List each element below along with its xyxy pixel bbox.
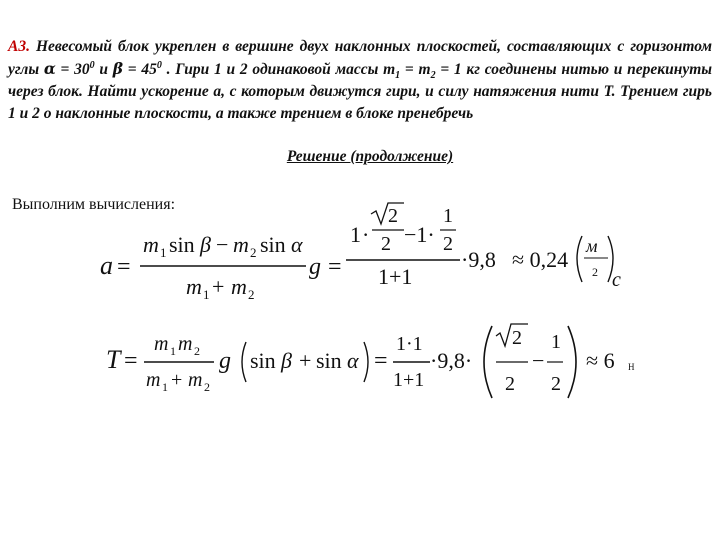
formula-a-eq2: = — [328, 254, 342, 280]
formula-T-num-sub1: 1 — [170, 344, 176, 358]
formula-a-num-beta: β — [200, 232, 211, 257]
problem-label: А3. — [8, 38, 30, 55]
formula-T-num-sub2: 2 — [194, 344, 200, 358]
formula-a-den-sub1: 1 — [203, 287, 210, 302]
formula-T-plus: + — [299, 348, 312, 373]
formula-a-dot: · — [362, 222, 370, 247]
formula-T-eq: = — [124, 348, 138, 374]
unit-denominator: с — [612, 269, 621, 291]
degree-mark: 0 — [89, 59, 95, 71]
problem-text-part1: Невесомый блок укреплен в вершине двух наклонных плоскостей, составляющих с горизонтом углы — [8, 38, 712, 78]
formula-T-sin1: sin — [250, 348, 276, 373]
formula-a-num-m2: m — [233, 232, 249, 257]
formula-T-times: ·9,8· — [430, 348, 473, 373]
formula-T-den-m1: m — [146, 369, 161, 391]
formula-tension — [0, 318, 720, 408]
formula-a-approx: ≈ 0,24 — [512, 247, 569, 272]
formula-a-num-minus: − — [216, 232, 229, 257]
formula-T-left-paren — [242, 342, 246, 382]
formula-a-den-sub2: 2 — [248, 287, 255, 302]
formula-a-num-alpha: α — [291, 232, 303, 257]
formula-T-den-sub2: 2 — [204, 380, 210, 394]
mass-2-var: m — [418, 61, 431, 78]
formula-T-alpha: α — [347, 348, 359, 373]
formula-a-one: 1 — [350, 222, 361, 247]
formula-T-big-right-paren — [568, 326, 576, 398]
mass-2-sub: 2 — [430, 70, 436, 82]
alpha-value: = 30 — [60, 61, 90, 78]
formula-a-num-sub2: 2 — [250, 245, 257, 260]
formula-T-beta: β — [281, 348, 292, 373]
formula-T-den-m2: m — [188, 369, 203, 391]
formula-a-den-sum: 1+1 — [378, 264, 413, 289]
mass-1-sub: 1 — [395, 70, 401, 82]
formula-a-den-plus: + — [212, 274, 225, 299]
formula-a-num-sin1: sin — [169, 232, 195, 257]
unit-left-paren — [577, 236, 582, 282]
formula-T-num-m1: m — [154, 333, 169, 355]
problem-statement — [8, 36, 712, 125]
formula-T-right-paren — [364, 342, 368, 382]
formula-T-eq2: = — [374, 348, 388, 374]
formula-T-den-plus: + — [171, 369, 183, 391]
intro-text: Выполним вычисления: — [12, 196, 176, 213]
formula-a-times: ·9,8 — [461, 247, 496, 272]
formula-T-lhs: T — [106, 345, 121, 374]
problem-text-part3: соединены нитью и перекинуты через блок. Найти ускорение a, с которым движутся гири, и силу натяжения нити T. Трением гирь 1 и 2 о наклонные плоскости, а также трением в блоке пренебречь — [8, 61, 713, 122]
degree-mark-2: 0 — [156, 59, 162, 71]
formula-a-half-num: 1 — [443, 205, 453, 227]
beta-symbol: β — [112, 59, 124, 78]
formula-a-g: g — [309, 254, 321, 280]
formula-a-den-m1: m — [186, 274, 202, 299]
formula-T-big-left-paren — [484, 326, 492, 398]
alpha-symbol: α — [43, 59, 56, 78]
unit-exponent: 2 — [592, 265, 598, 279]
formula-T-minus: − — [532, 348, 545, 373]
formula-T-sqrt-num: 2 — [512, 327, 522, 349]
formula-T-approx: ≈ 6 — [586, 348, 615, 373]
formula-a-num-sub1: 1 — [160, 245, 167, 260]
formula-a-sqrt-den: 2 — [381, 233, 391, 255]
formula-T-g: g — [219, 348, 231, 374]
formula-T-num-m2: m — [178, 333, 193, 355]
formula-T-sin2: sin — [316, 348, 342, 373]
mass-1-var: m — [383, 61, 396, 78]
formula-a-lhs: a — [100, 251, 113, 280]
formula-a-half-den: 2 — [443, 233, 453, 255]
and-word: и — [99, 61, 108, 78]
formula-a-minus: −1· — [404, 222, 435, 247]
equals-sign: = — [404, 61, 414, 78]
unit-numerator: м — [586, 236, 598, 256]
solution-heading: Решение (продолжение) — [286, 148, 454, 165]
formula-T-frac-den: 1+1 — [393, 369, 425, 391]
mass-value: = 1 кг — [440, 61, 480, 78]
formula-a-den-m2: m — [231, 274, 247, 299]
formula-T-sqrt-den: 2 — [505, 373, 515, 395]
beta-value: = 45 — [127, 61, 157, 78]
problem-text-part2: . Гири 1 и 2 одинаковой массы — [166, 61, 379, 78]
formula-T-half-den: 2 — [551, 373, 561, 395]
formula-T-unit: Н — [628, 362, 635, 372]
formula-T-den-sub1: 1 — [162, 380, 168, 394]
formula-a-eq: = — [117, 254, 131, 280]
formula-a-num-sin2: sin — [260, 232, 286, 257]
formula-a-num-m1: m — [143, 232, 159, 257]
formula-a-sqrt-num: 2 — [388, 205, 398, 227]
formula-acceleration — [0, 200, 720, 310]
formula-T-frac-num: 1·1 — [396, 333, 423, 355]
formula-T-half-num: 1 — [551, 331, 561, 353]
